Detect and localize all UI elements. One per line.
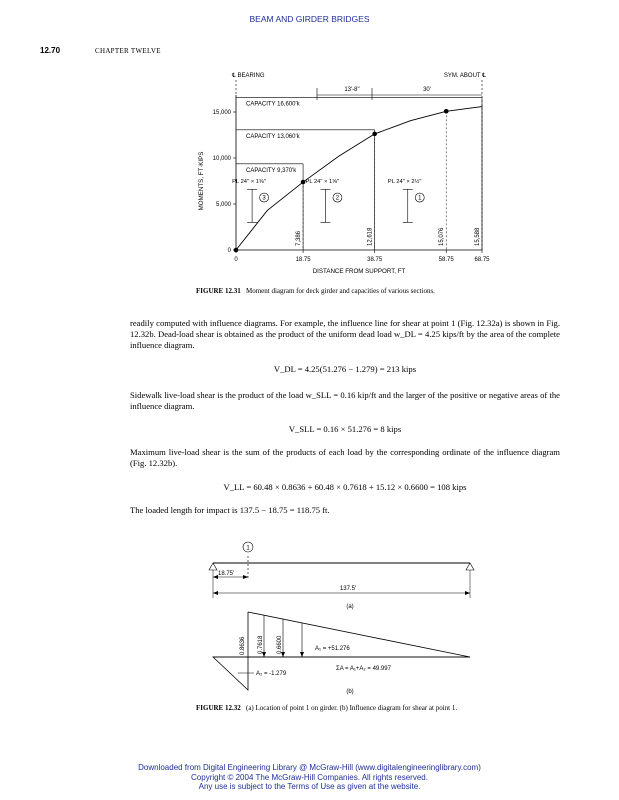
plate-mark-label: 3	[262, 195, 266, 202]
y-tick-label: 5,000	[215, 202, 231, 208]
moment-value-label: 15,076	[439, 227, 446, 246]
x-tick-label: 0	[234, 257, 238, 263]
x-tick-label: 68.75	[474, 257, 490, 263]
plate-label: PL 24" × 2½"	[387, 178, 422, 185]
dimension-13ft8in: 13'-8"	[344, 87, 360, 93]
footer	[0, 763, 619, 792]
moment-value-label: 7,386	[296, 230, 303, 246]
chapter-title: CHAPTER TWELVE	[95, 47, 161, 55]
negative-influence-area	[213, 657, 248, 690]
plate-mark-label: 2	[335, 195, 340, 202]
figure-12-31-label: FIGURE 12.31	[196, 287, 241, 295]
x-tick-label: 58.75	[438, 257, 454, 263]
figure-12-31-caption-text: Moment diagram for deck girder and capacities of various sections.	[245, 287, 435, 295]
x-axis-label: DISTANCE FROM SUPPORT, FT	[312, 268, 406, 275]
footer-terms: Any use is subject to the Terms of Use as given at the website.	[198, 782, 421, 791]
moment-point	[234, 248, 239, 253]
y-tick-label: 0	[227, 248, 231, 254]
ordinate-0-6600: 0.6600	[277, 635, 283, 654]
figure-12-32-caption-text: (a) Location of point 1 on girder. (b) Influence diagram for shear at point 1.	[245, 704, 458, 712]
subfigure-b-label: (b)	[346, 689, 354, 695]
dimension-30ft: 30'	[423, 87, 431, 93]
footer-download-link[interactable]: Downloaded from Digital Engineering Library @ McGraw-Hill (www.digitalengineeringlibrary.com)	[138, 763, 481, 772]
plate-label: PL 24" × 1⅜"	[232, 178, 266, 185]
capacity-label: CAPACITY 9,370'k	[246, 167, 297, 174]
moment-value-label: 15,588	[475, 227, 481, 246]
bearing-label: ℄ BEARING	[232, 73, 265, 79]
capacity-label: CAPACITY 16,600'k	[246, 101, 300, 108]
paragraph-3: Maximum live-load shear is the sum of the products of each load by the corresponding ordinate of the influence diagram (Fig. 12.32b).	[130, 447, 560, 468]
plate-label: PL 24" × 1⅝"	[305, 178, 340, 185]
figure-12-32-caption	[196, 703, 496, 713]
moment-value-label: 12,618	[367, 227, 374, 246]
equation-vll: V_LL = 60.48 × 0.8636 + 60.48 × 0.7618 + 15.12 × 0.6600 = 108 kips	[223, 482, 467, 492]
paragraph-1: readily computed with influence diagrams. For example, the influence line for shear at point 1 (Fig. 12.32a) is shown in Fig. 12.32b. Dead-load shear is obtained as the product of the uniform dead load w_DL = 4.25 kips/ft by the area of the complete influence diagram.	[130, 318, 560, 350]
point-1-label: 1	[246, 545, 250, 552]
page-number: 12.70	[40, 46, 61, 55]
running-head: BEAM AND GIRDER BRIDGES	[249, 14, 370, 24]
y-tick-label: 15,000	[212, 110, 231, 116]
paragraph-4: The loaded length for impact is 137.5 − 18.75 = 118.75 ft.	[130, 505, 330, 515]
figure-12-32-label: FIGURE 12.32	[196, 704, 241, 712]
figure-12-31-caption	[196, 287, 435, 295]
x-tick-label: 38.75	[367, 257, 383, 263]
y-tick-label: 10,000	[212, 156, 231, 162]
capacity-label: CAPACITY 13,060'k	[246, 133, 300, 140]
plate-mark-label: 1	[418, 195, 422, 202]
area-a1-label: A₁ = +51.276	[315, 646, 350, 652]
right-support	[466, 563, 474, 570]
equation-vdl: V_DL = 4.25(51.276 − 1.279) = 213 kips	[273, 364, 417, 374]
x-tick-label: 18.75	[295, 257, 311, 263]
ordinate-0-7618: 0.7618	[258, 635, 264, 654]
area-a2-label: A₂ = -1.279	[256, 671, 287, 677]
equation-vsll: V_SLL = 0.16 × 51.276 = 8 kips	[288, 424, 402, 434]
dimension-137-5: 137.5'	[339, 586, 357, 592]
footer-copyright: Copyright © 2004 The McGraw-Hill Companies. All rights reserved.	[191, 772, 428, 782]
subfigure-a-label: (a)	[346, 604, 354, 610]
dimension-18-75: 18.75'	[218, 571, 235, 577]
ordinate-0-8636: 0.8636	[240, 636, 246, 655]
left-support	[209, 563, 217, 570]
paragraph-2: Sidewalk live-load shear is the product of the load w_SLL = 0.16 kip/ft and the larger of the positive or negative areas of the influence diagram.	[130, 390, 560, 411]
symmetry-label: SYM. ABOUT ℄	[443, 73, 486, 79]
sum-area-label: ΣA = A₁+A₂ = 49.997	[336, 666, 391, 672]
y-axis-label: MOMENTS, FT·KIPS	[198, 151, 205, 211]
